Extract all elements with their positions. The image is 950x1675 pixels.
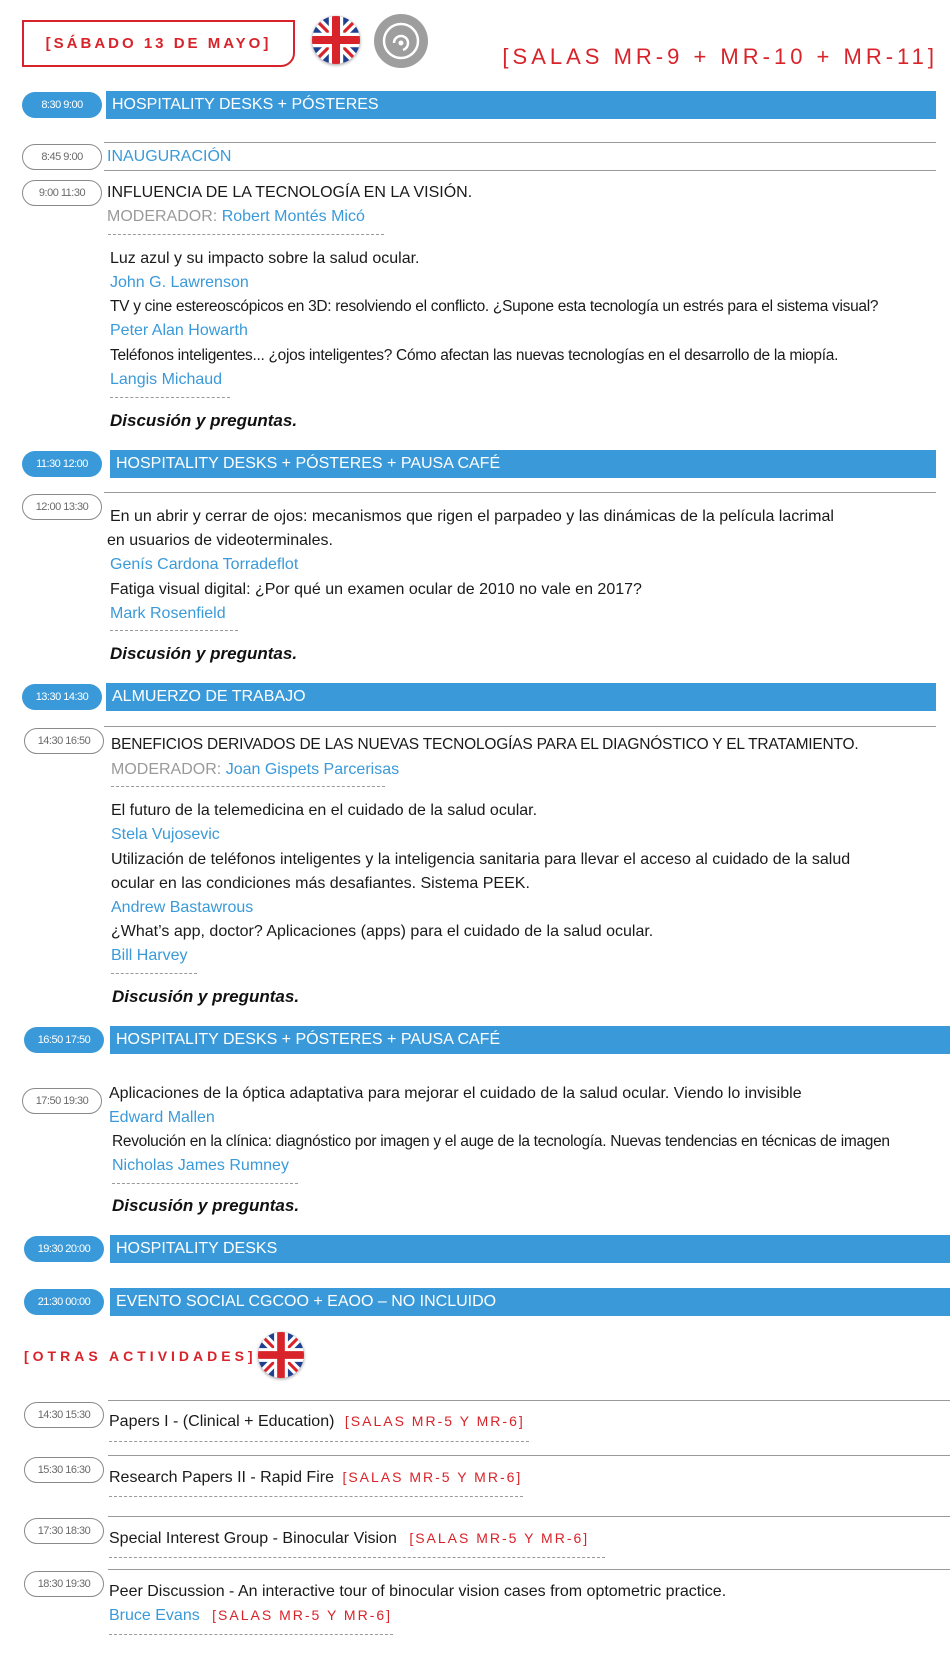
discussion-label: Discusión y preguntas. [110, 411, 298, 430]
uk-flag-icon [312, 16, 360, 64]
session-bar: EVENTO SOCIAL CGCOO + EAOO – NO INCLUIDO [110, 1288, 950, 1316]
time-pill: 13:30 14:30 [22, 684, 102, 710]
moderator-label: MODERADOR: [111, 761, 222, 778]
session-bar: HOSPITALITY DESKS + PÓSTERES + PAUSA CAFÉ [110, 1026, 950, 1054]
activity-meta [109, 1607, 392, 1625]
moderator [107, 208, 365, 226]
activity-title: Peer Discussion - An interactive tour of binocular vision cases from optometric practice. [109, 1583, 727, 1600]
talk-title: En un abrir y cerrar de ojos: mecanismos que rigen el parpadeo y las dinámicas de la película lacrimal [110, 508, 834, 525]
time-pill: 18:30 19:30 [24, 1571, 104, 1597]
speaker-name: Stela Vujosevic [111, 826, 220, 843]
dashed-divider [111, 786, 385, 787]
moderator [111, 761, 399, 779]
time-pill: 15:30 16:30 [24, 1457, 104, 1483]
activity-item [109, 1530, 589, 1548]
time-pill: 14:30 16:50 [24, 728, 104, 754]
hearing-loop-icon [374, 14, 428, 68]
activity-item [109, 1413, 525, 1431]
talk-title: Revolución en la clínica: diagnóstico por imagen y el auge de la tecnología. Nuevas tendencias en técnicas de imagen [112, 1133, 890, 1150]
time-pill: 17:50 19:30 [22, 1088, 102, 1114]
time-pill: 16:50 17:50 [24, 1027, 104, 1053]
speaker-name: Nicholas James Rumney [112, 1157, 289, 1174]
speaker-name: Bill Harvey [111, 947, 188, 964]
activity-title: Special Interest Group - Binocular Vision [109, 1530, 397, 1547]
session-bar: HOSPITALITY DESKS + PÓSTERES [106, 91, 936, 119]
moderator-name: Joan Gispets Parcerisas [225, 761, 400, 778]
activity-room: [SALAS MR-5 Y MR-6] [342, 1469, 523, 1485]
talk-title-cont: en usuarios de videoterminales. [107, 532, 333, 549]
talk-title: Luz azul y su impacto sobre la salud ocular. [110, 250, 420, 267]
divider [104, 726, 936, 727]
activity-item [109, 1469, 522, 1487]
dashed-divider [109, 1557, 605, 1558]
time-pill: 19:30 20:00 [24, 1236, 104, 1262]
time-pill: 17:30 18:30 [24, 1518, 104, 1544]
divider [108, 1516, 950, 1517]
talk-title: ¿What’s app, doctor? Aplicaciones (apps) para el cuidado de la salud ocular. [111, 923, 654, 940]
activity-title: Papers I - (Clinical + Education) [109, 1413, 335, 1430]
speaker-name: Bruce Evans [109, 1607, 200, 1624]
activity-room: [SALAS MR-5 Y MR-6] [344, 1413, 525, 1429]
speaker-name: Peter Alan Howarth [110, 322, 248, 339]
dashed-divider [109, 1496, 523, 1497]
session-title: INAUGURACIÓN [107, 148, 232, 165]
divider [108, 1455, 950, 1456]
section-heading: [OTRAS ACTIVIDADES] [24, 1348, 257, 1364]
divider [104, 492, 936, 493]
divider [108, 1569, 950, 1570]
talk-title: El futuro de la telemedicina en el cuidado de la salud ocular. [111, 802, 538, 819]
talk-title: Utilización de teléfonos inteligentes y la inteligencia sanitaria para llevar el acceso al cuidado de la salud [111, 851, 851, 868]
session-bar: ALMUERZO DE TRABAJO [106, 683, 936, 711]
activity-room: [SALAS MR-5 Y MR-6] [212, 1607, 393, 1623]
discussion-label: Discusión y preguntas. [110, 644, 298, 663]
divider [104, 142, 936, 143]
uk-flag-icon [258, 1332, 304, 1378]
activity-room: [SALAS MR-5 Y MR-6] [409, 1530, 590, 1546]
divider [104, 170, 936, 171]
discussion-label: Discusión y preguntas. [112, 1196, 300, 1215]
session-title: BENEFICIOS DERIVADOS DE LAS NUEVAS TECNOLOGÍAS PARA EL DIAGNÓSTICO Y EL TRATAMIENTO. [111, 736, 859, 753]
dashed-divider [108, 234, 384, 235]
rooms-label: [SALAS MR-9 + MR-10 + MR-11] [502, 44, 938, 69]
speaker-name: Mark Rosenfield [110, 605, 226, 622]
divider [108, 1400, 950, 1401]
moderator-name: Robert Montés Micó [221, 208, 365, 225]
session-bar: HOSPITALITY DESKS + PÓSTERES + PAUSA CAFÉ [110, 450, 936, 478]
moderator-label: MODERADOR: [107, 208, 218, 225]
dashed-divider [112, 1183, 298, 1184]
activity-title: Research Papers II - Rapid Fire [109, 1469, 334, 1486]
dashed-divider [109, 1634, 393, 1635]
time-pill: 8:30 9:00 [22, 92, 102, 118]
speaker-name: Edward Mallen [109, 1109, 215, 1126]
talk-title: TV y cine estereoscópicos en 3D: resolviendo el conflicto. ¿Supone esta tecnología un estrés para el sistema visual? [110, 298, 879, 315]
dashed-divider [110, 630, 238, 631]
session-bar: HOSPITALITY DESKS [110, 1235, 950, 1263]
dashed-divider [110, 397, 230, 398]
time-pill: 21:30 00:00 [24, 1289, 104, 1315]
session-title: INFLUENCIA DE LA TECNOLOGÍA EN LA VISIÓN. [107, 184, 473, 201]
talk-title-cont: ocular en las condiciones más desafiantes. Sistema PEEK. [111, 875, 530, 892]
speaker-name: John G. Lawrenson [110, 274, 249, 291]
talk-title: Aplicaciones de la óptica adaptativa para mejorar el cuidado de la salud ocular. Viendo lo invisible [109, 1085, 802, 1102]
dashed-divider [109, 1441, 529, 1442]
speaker-name: Langis Michaud [110, 371, 223, 388]
date-label: [SÁBADO 13 DE MAYO] [22, 20, 295, 67]
dashed-divider [111, 973, 197, 974]
time-pill: 11:30 12:00 [22, 451, 102, 477]
discussion-label: Discusión y preguntas. [112, 987, 300, 1006]
speaker-name: Andrew Bastawrous [111, 899, 254, 916]
time-pill: 12:00 13:30 [22, 494, 102, 520]
talk-title: Fatiga visual digital: ¿Por qué un examen ocular de 2010 no vale en 2017? [110, 581, 642, 598]
time-pill: 14:30 15:30 [24, 1402, 104, 1428]
time-pill: 8:45 9:00 [22, 144, 102, 170]
talk-title: Teléfonos inteligentes... ¿ojos inteligentes? Cómo afectan las nuevas tecnologías en el desarrollo de la miopía. [110, 347, 839, 364]
speaker-name: Genís Cardona Torradeflot [110, 556, 299, 573]
time-pill: 9:00 11:30 [22, 180, 102, 206]
